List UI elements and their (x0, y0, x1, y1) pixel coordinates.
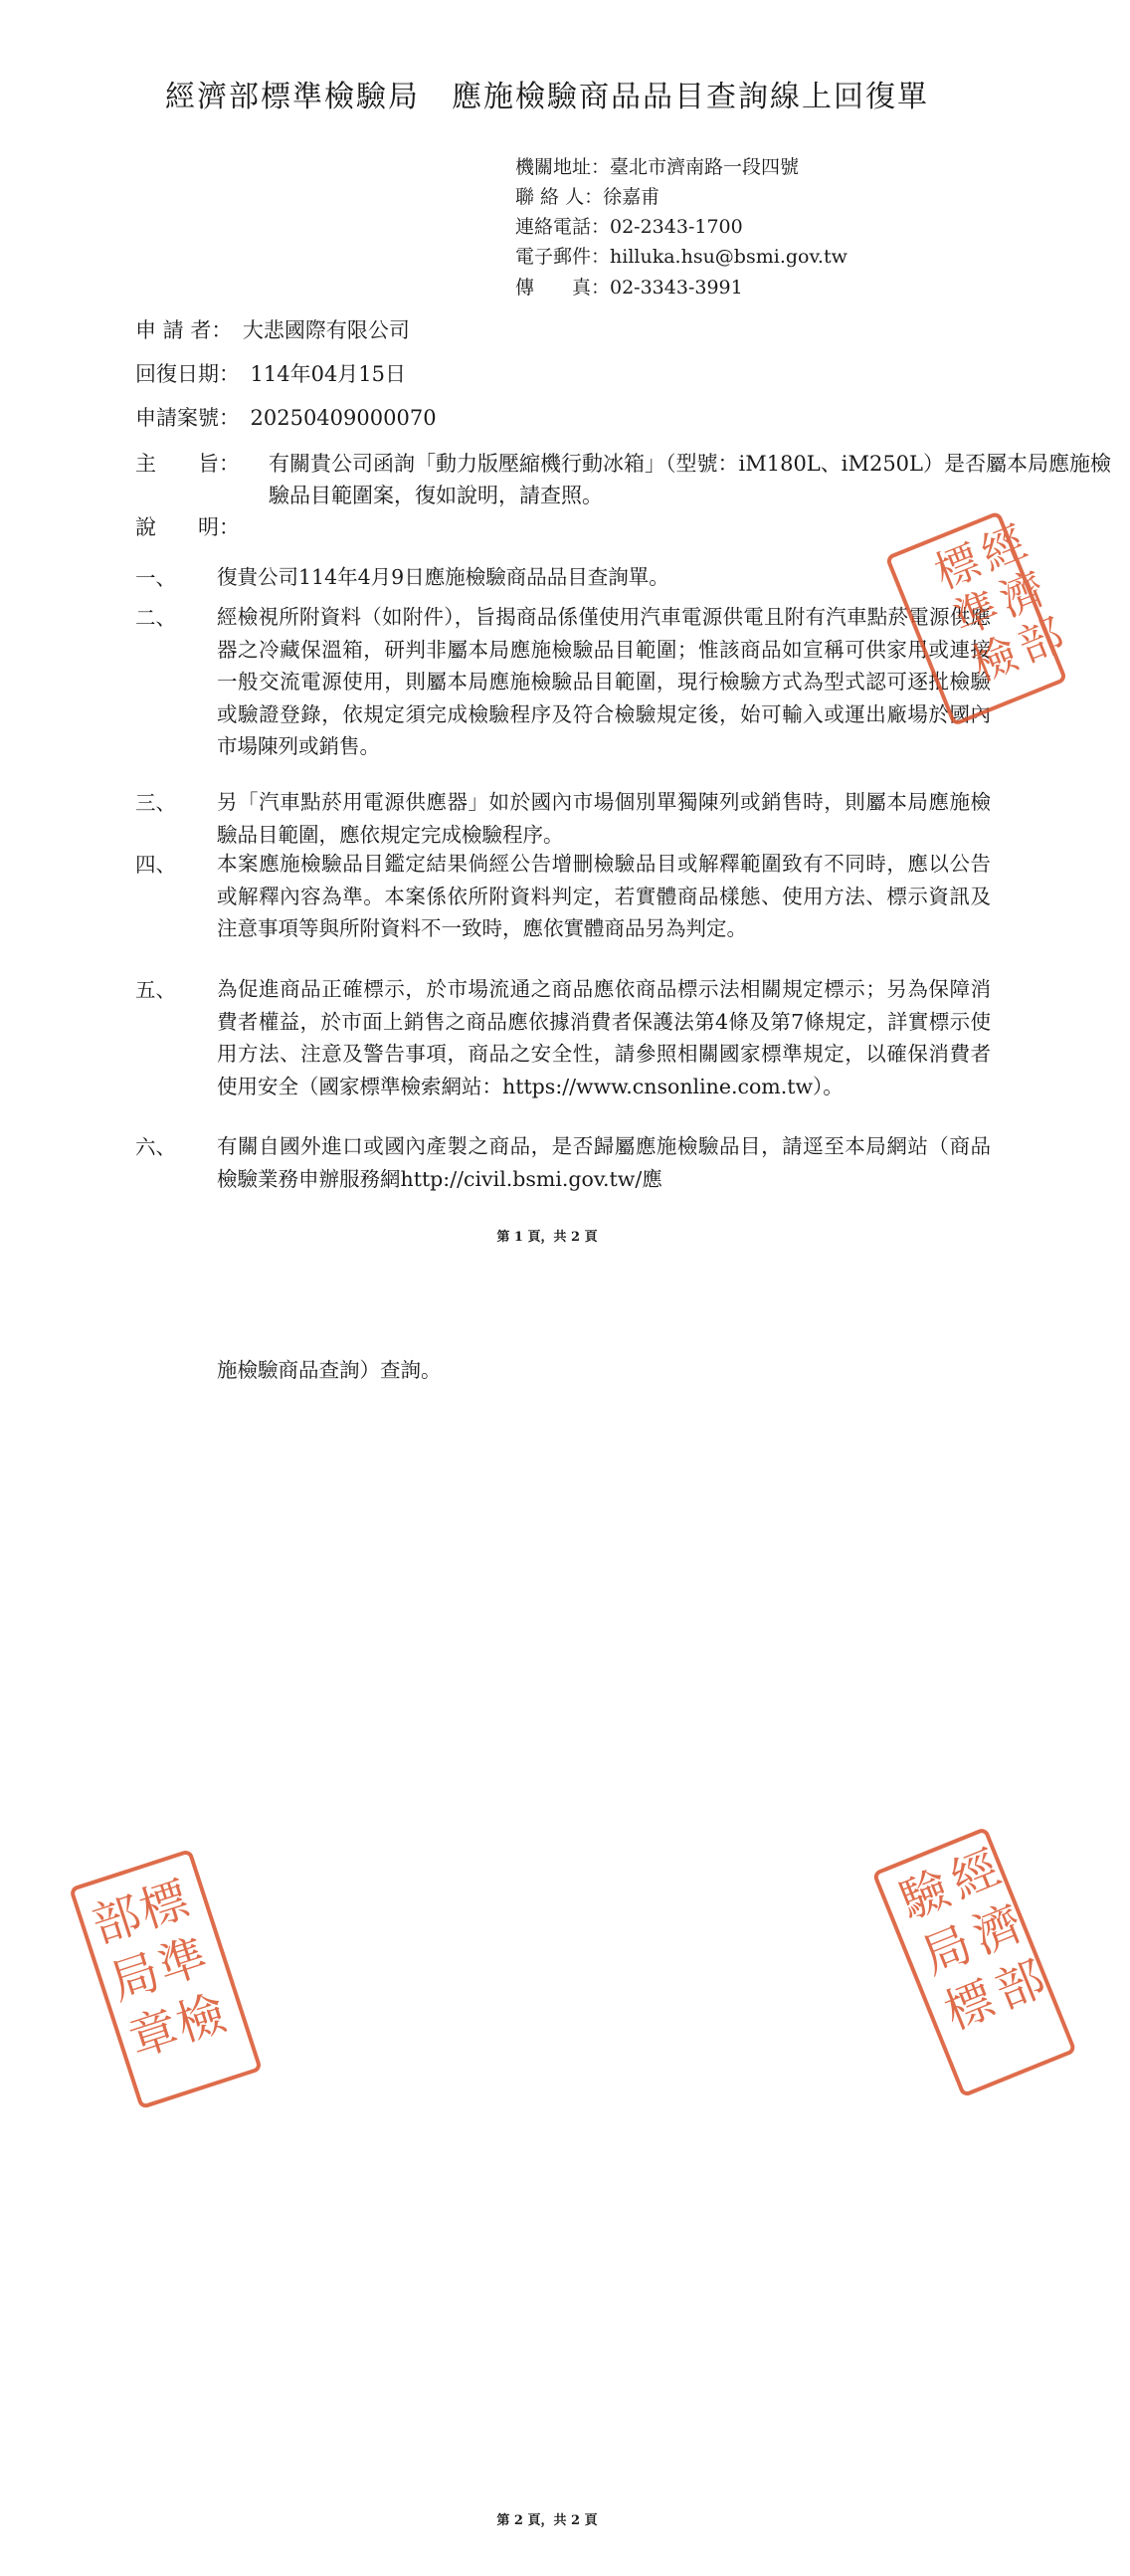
svg-text:部: 部 (987, 1950, 1053, 2021)
svg-text:濟: 濟 (965, 1894, 1031, 1965)
svg-text:濟: 濟 (993, 563, 1052, 627)
paragraph-text: 本案應施檢驗品目鑑定結果倘經公告增刪檢驗品目或解釋範圍致有不同時，應以公告或解釋內容為準。本案係依所附資料判定，若實體商品樣態、使用方法、標示資訊及注意事項等與所附資料不一致時，應依實體商品另為判定。 (217, 852, 991, 940)
page-number-2: 第 2 頁，共 2 頁 (496, 2513, 598, 2528)
reply-date-row: 回復日期： 114年04月15日 (135, 362, 407, 386)
paragraph-text: 復貴公司114年4月9日應施檢驗商品品目查詢單。 (217, 565, 669, 589)
case-number-row: 申請案號： 20250409000070 (135, 406, 437, 430)
paragraph-number: 五、 (135, 978, 176, 1002)
svg-text:經: 經 (974, 516, 1035, 581)
svg-text:檢: 檢 (965, 628, 1026, 693)
agency-seal-top (890, 516, 1071, 746)
contact-person: 聯 絡 人：徐嘉甫 (515, 186, 660, 208)
paragraph-text: 有關自國外進口或國內產製之商品，是否歸屬應施檢驗品目，請逕至本局網站（商品檢驗業務申辦服務網http://civil.bsmi.gov.tw/應 (217, 1134, 991, 1191)
svg-text:驗: 驗 (892, 1860, 958, 1930)
svg-text:標: 標 (936, 1971, 1003, 2042)
svg-text:準: 準 (946, 581, 1007, 646)
paragraph-number: 六、 (135, 1135, 176, 1159)
explanation-label: 說 明： (135, 515, 240, 539)
svg-text:標: 標 (132, 1871, 196, 1939)
paragraph-text: 另「汽車點菸用電源供應器」如於國內市場個別單獨陳列或銷售時，則屬本局應施檢驗品目範圍，應依規定完成檢驗程序。 (217, 790, 991, 847)
director-seal (86, 1841, 244, 2119)
paragraph-number: 三、 (135, 791, 176, 815)
applicant-row: 申 請 者： 大悲國際有限公司 (135, 318, 410, 342)
paragraph-6 (135, 1130, 991, 1200)
svg-text:標: 標 (927, 535, 988, 600)
continuation-text: 施檢驗商品查詢）查詢。 (217, 1358, 442, 1382)
paragraph-text: 為促進商品正確標示，於市場流通之商品應依商品標示法相關規定標示；另為保障消費者權益，於市面上銷售之商品應依據消費者保護法第4條及第7條規定，詳實標示使用方法、注意及警告事項，商品之安全性，請參照相關國家標準規定，以確保消費者使用安全（國家標準檢索網站：https://www.cnsonline.com.tw）。 (217, 977, 991, 1098)
paragraph-number: 一、 (135, 566, 176, 590)
svg-text:局: 局 (103, 1943, 167, 2012)
paragraph-number: 二、 (135, 606, 176, 630)
agency-seal-right (890, 1831, 1053, 2129)
paragraph-3 (135, 786, 991, 852)
svg-text:部: 部 (1011, 609, 1071, 674)
paragraph-number: 四、 (135, 853, 176, 877)
contact-phone: 連絡電話：02-2343-1700 (515, 216, 743, 238)
subject-text: 有關貴公司函詢「動力版壓縮機行動冰箱」（型號：iM180L、iM250L）是否屬本局應施檢驗品目範圍案，復如說明，請查照。 (269, 452, 1111, 507)
svg-text:章: 章 (122, 2000, 186, 2069)
paragraph-5 (135, 973, 991, 1134)
svg-text:準: 準 (151, 1927, 215, 1997)
svg-text:經: 經 (943, 1840, 1009, 1910)
contact-address: 機關地址：臺北市濟南路一段四號 (515, 156, 800, 178)
contact-email: 電子郵件：hilluka.hsu@bsmi.gov.tw (515, 246, 848, 268)
svg-text:局: 局 (914, 1915, 980, 1986)
paragraph-1 (135, 561, 991, 601)
document-title: 經濟部標準檢驗局 應施檢驗商品品目查詢線上回復單 (165, 80, 929, 114)
paragraph-text: 經檢視所附資料（如附件），旨揭商品係僅使用汽車電源供電且附有汽車點菸電源供應器之冷藏保溫箱，研判非屬本局應施檢驗品目範圍；惟該商品如宣稱可供家用或連接一般交流電源使用，則屬本局應施檢驗品目範圍，現行檢驗方式為型式認可逐批檢驗或驗證登錄，依規定須完成檢驗程序及符合檢驗規定後，始可輸入或運出廠場於國內市場陳列或銷售。 (217, 605, 991, 758)
page-number-1: 第 1 頁，共 2 頁 (496, 1230, 598, 1245)
paragraph-2 (135, 601, 991, 790)
subject-block (135, 448, 1130, 517)
contact-fax: 傳 真：02-3343-3991 (515, 277, 743, 298)
svg-text:檢: 檢 (169, 1985, 233, 2054)
svg-text:部: 部 (86, 1886, 149, 1955)
subject-label: 主 旨： (135, 452, 240, 476)
paragraph-4 (135, 848, 991, 977)
